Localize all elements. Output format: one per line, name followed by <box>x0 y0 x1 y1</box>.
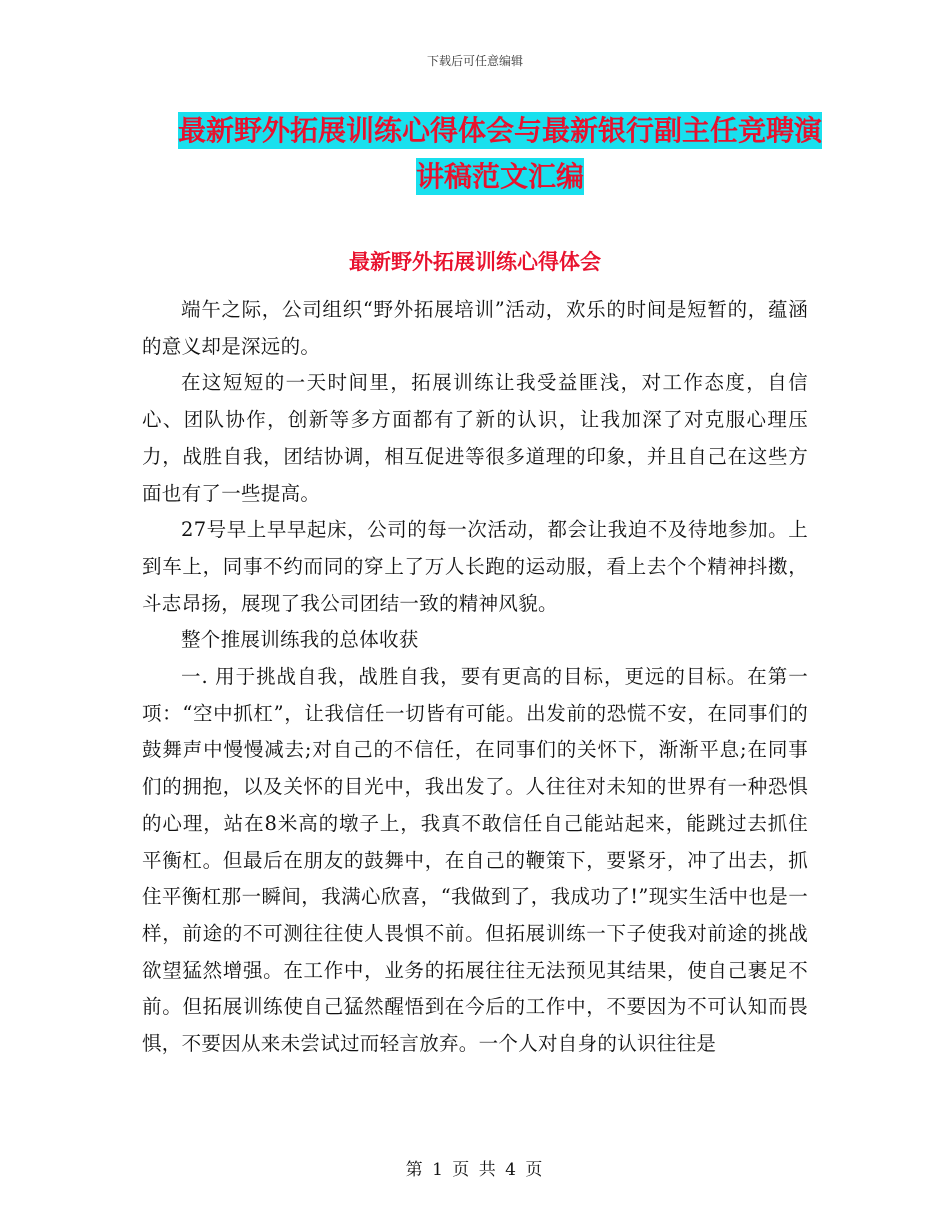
header-note: 下载后可任意编辑 <box>426 54 523 68</box>
paragraph: 一. 用于挑战自我，战胜自我，要有更高的目标，更远的目标。在第一项：“空中抓杠”，让我信任一切皆有可能。出发前的恐慌不安，在同事们的鼓舞声中慢慢减去;对自己的不信任，在同事们的关怀下，渐渐平息;在同事们的拥抱，以及关怀的目光中，我出发了。人往往对未知的世界有一种恐惧的心理，站在8米高的墩子上，我真不敢信任自己能站起来，能跳过去抓住平衡杠。但最后在朋友的鼓舞中，在自己的鞭策下，要紧牙，冲了出去，抓住平衡杠那一瞬间，我满心欣喜，“我做到了，我成功了!”现实生活中也是一样，前途的不可测往往使人畏惧不前。但拓展训练一下子使我对前途的挑战欲望猛然增强。在工作中，业务的拓展往往无法预见其结果，使自己裹足不前。但拓展训练使自己猛然醒悟到在今后的工作中，不要因为不可认知而畏惧，不要因从来未尝试过而轻言放弃。一个人对自身的认识往往是 <box>142 665 808 1056</box>
paragraph: 在这短短的一天时间里，拓展训练让我受益匪浅，对工作态度，自信心、团队协作，创新等多方面都有了新的认识，让我加深了对克服心理压力，战胜自我，团结协调，相互促进等很多道理的印象，并且自己在这些方面也有了一些提高。 <box>142 371 808 505</box>
title-line-1: 最新野外拓展训练心得体会与最新银行副主任竞聘演 <box>177 114 822 147</box>
paragraph: 端午之际，公司组织“野外拓展培训”活动，欢乐的时间是短暂的，蕴涵的意义却是深远的。 <box>142 298 808 358</box>
paragraph: 27号早上早早起床，公司的每一次活动，都会让我迫不及待地参加。上到车上，同事不约而同的穿上了万人长跑的运动服，看上去个个精神抖擞，斗志昂扬，展现了我公司团结一致的精神风貌。 <box>142 518 808 615</box>
section-title: 最新野外拓展训练心得体会 <box>349 250 601 274</box>
document-title <box>120 108 880 200</box>
body-text <box>142 292 808 1063</box>
page-footer: 第 1 页 共 4 页 <box>405 1160 545 1180</box>
paragraph: 整个推展训练我的总体收获 <box>181 628 419 652</box>
title-line-2: 讲稿范文汇编 <box>415 160 584 193</box>
